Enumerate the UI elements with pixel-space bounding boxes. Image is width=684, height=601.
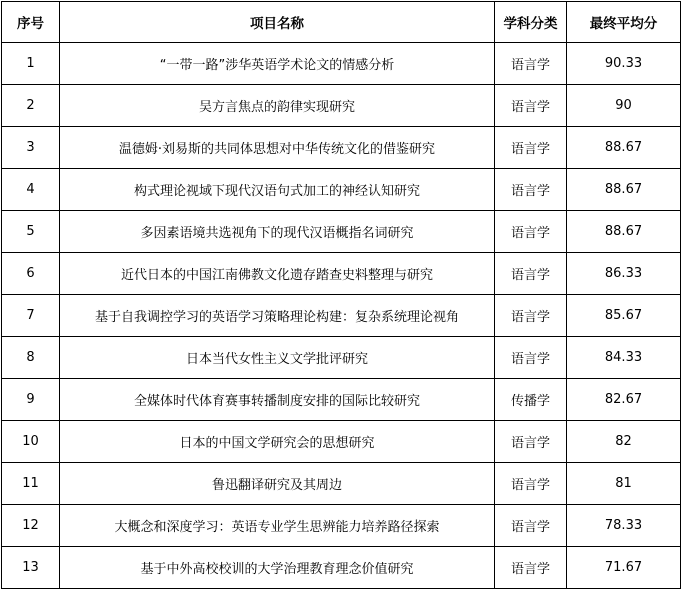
table-row (2, 295, 681, 337)
cell-category: 语言学 (495, 253, 567, 295)
cell-no: 2 (2, 85, 60, 127)
table-row (2, 463, 681, 505)
cell-project-name: 吴方言焦点的韵律实现研究 (60, 85, 495, 127)
table-row (2, 421, 681, 463)
table-body (2, 43, 681, 589)
cell-no: 1 (2, 43, 60, 85)
cell-no: 11 (2, 463, 60, 505)
table-row (2, 85, 681, 127)
project-score-table (1, 1, 681, 589)
cell-category: 语言学 (495, 169, 567, 211)
cell-category: 语言学 (495, 421, 567, 463)
cell-score: 82.67 (567, 379, 681, 421)
cell-score: 81 (567, 463, 681, 505)
cell-score: 78.33 (567, 505, 681, 547)
header-final-score: 最终平均分 (567, 2, 681, 43)
table-header-row (2, 2, 681, 43)
cell-score: 71.67 (567, 547, 681, 589)
table-row (2, 127, 681, 169)
cell-score: 84.33 (567, 337, 681, 379)
cell-no: 3 (2, 127, 60, 169)
cell-project-name: 构式理论视域下现代汉语句式加工的神经认知研究 (60, 169, 495, 211)
cell-score: 88.67 (567, 127, 681, 169)
table-row (2, 253, 681, 295)
table-row (2, 169, 681, 211)
cell-category: 语言学 (495, 337, 567, 379)
cell-project-name: 基于自我调控学习的英语学习策略理论构建：复杂系统理论视角 (60, 295, 495, 337)
cell-category: 语言学 (495, 505, 567, 547)
cell-score: 82 (567, 421, 681, 463)
cell-no: 13 (2, 547, 60, 589)
cell-no: 9 (2, 379, 60, 421)
cell-project-name: “一带一路”涉华英语学术论文的情感分析 (60, 43, 495, 85)
table-row (2, 337, 681, 379)
header-no: 序号 (2, 2, 60, 43)
cell-score: 85.67 (567, 295, 681, 337)
cell-project-name: 日本的中国文学研究会的思想研究 (60, 421, 495, 463)
cell-category: 语言学 (495, 547, 567, 589)
cell-project-name: 全媒体时代体育赛事转播制度安排的国际比较研究 (60, 379, 495, 421)
cell-no: 6 (2, 253, 60, 295)
cell-score: 90.33 (567, 43, 681, 85)
cell-project-name: 温德姆·刘易斯的共同体思想对中华传统文化的借鉴研究 (60, 127, 495, 169)
header-category: 学科分类 (495, 2, 567, 43)
cell-project-name: 鲁迅翻译研究及其周边 (60, 463, 495, 505)
cell-score: 88.67 (567, 211, 681, 253)
table-row (2, 547, 681, 589)
table-row (2, 43, 681, 85)
cell-score: 86.33 (567, 253, 681, 295)
table-row (2, 379, 681, 421)
cell-no: 8 (2, 337, 60, 379)
table-row (2, 211, 681, 253)
cell-no: 10 (2, 421, 60, 463)
cell-no: 4 (2, 169, 60, 211)
cell-category: 语言学 (495, 43, 567, 85)
cell-category: 语言学 (495, 463, 567, 505)
cell-score: 90 (567, 85, 681, 127)
cell-project-name: 大概念和深度学习：英语专业学生思辨能力培养路径探索 (60, 505, 495, 547)
cell-project-name: 基于中外高校校训的大学治理教育理念价值研究 (60, 547, 495, 589)
cell-category: 语言学 (495, 295, 567, 337)
cell-category: 传播学 (495, 379, 567, 421)
header-project-name: 项目名称 (60, 2, 495, 43)
cell-project-name: 日本当代女性主义文学批评研究 (60, 337, 495, 379)
cell-project-name: 近代日本的中国江南佛教文化遗存踏查史料整理与研究 (60, 253, 495, 295)
table-row (2, 505, 681, 547)
cell-no: 5 (2, 211, 60, 253)
cell-project-name: 多因素语境共选视角下的现代汉语概指名词研究 (60, 211, 495, 253)
cell-category: 语言学 (495, 211, 567, 253)
cell-no: 12 (2, 505, 60, 547)
cell-category: 语言学 (495, 127, 567, 169)
cell-score: 88.67 (567, 169, 681, 211)
cell-no: 7 (2, 295, 60, 337)
cell-category: 语言学 (495, 85, 567, 127)
